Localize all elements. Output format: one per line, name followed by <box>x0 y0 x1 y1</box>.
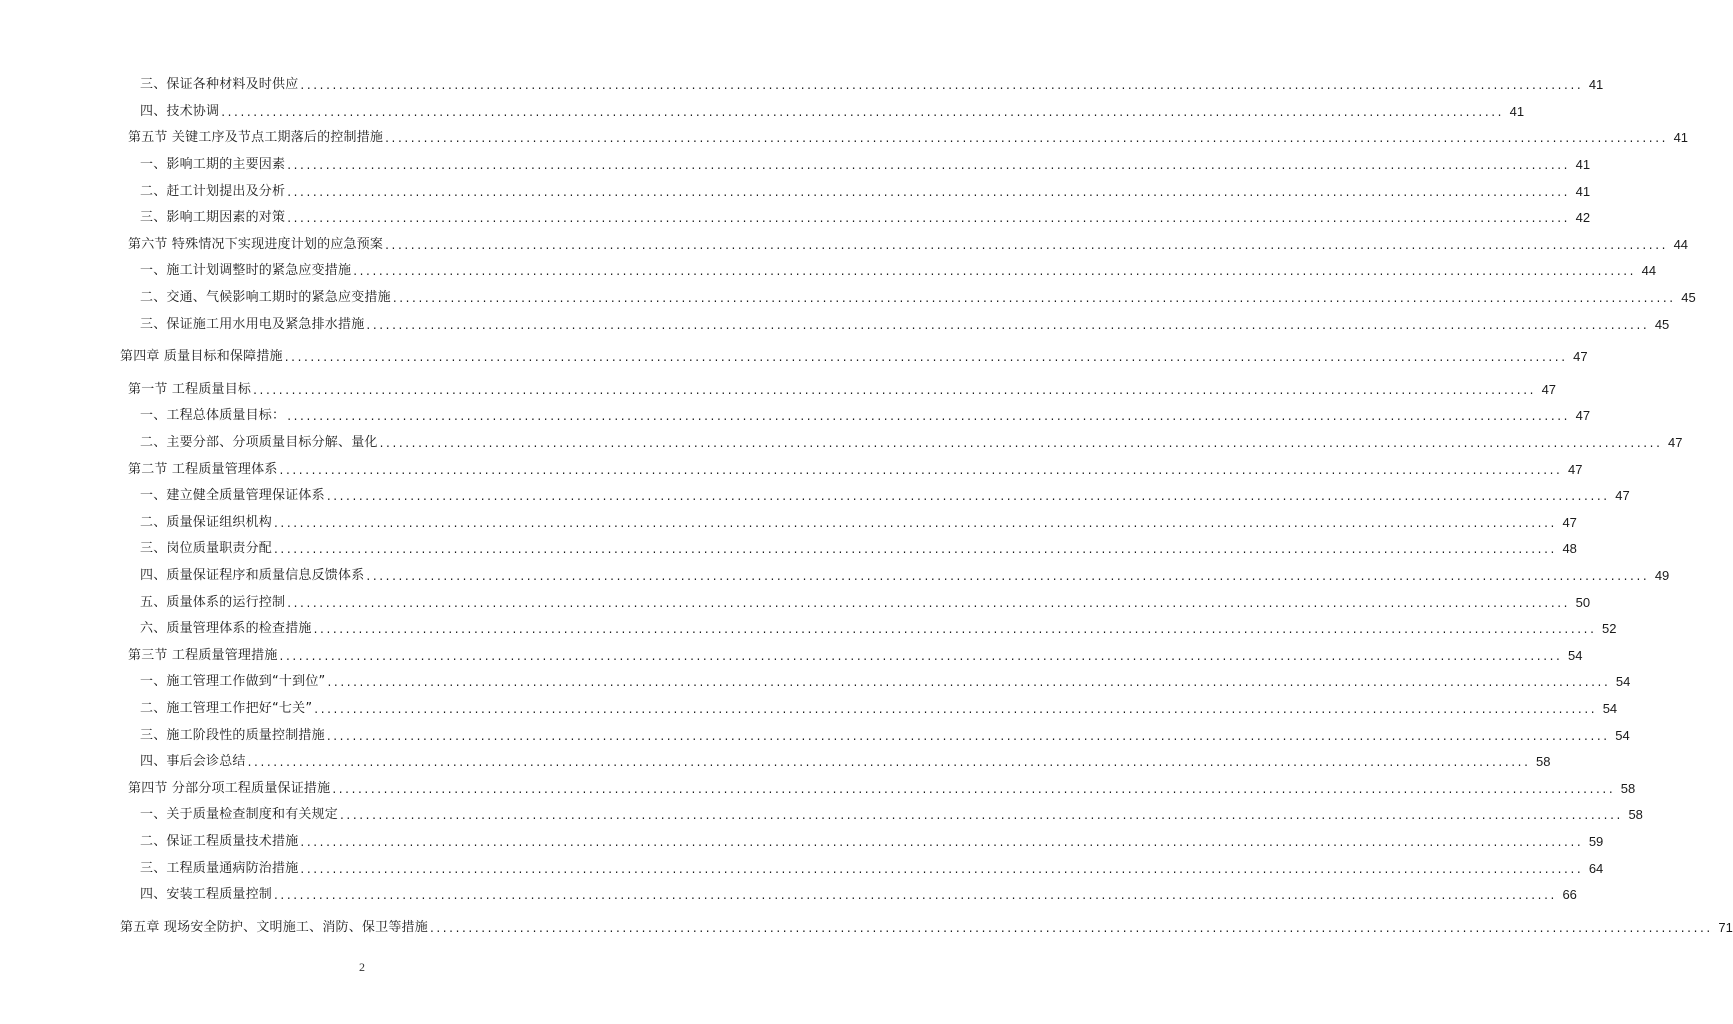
toc-entry-title: 三、岗位质量职责分配 <box>140 541 273 557</box>
dot-leader: ........................................................................................................................................................................................................ <box>313 622 1597 637</box>
toc-entry-item[interactable] <box>0 205 1591 232</box>
dot-leader: ........................................................................................................................................................................................................ <box>300 861 1584 876</box>
dot-leader: ........................................................................................................................................................................................................ <box>353 264 1637 279</box>
toc-entry-title: 一、影响工期的主要因素 <box>140 157 286 173</box>
toc-entry-title: 六、质量管理体系的检查措施 <box>140 621 312 637</box>
toc-entry-title: 四、安装工程质量控制 <box>140 887 273 903</box>
toc-entry-item[interactable] <box>0 311 1670 338</box>
toc-entry-item[interactable] <box>0 882 1577 909</box>
toc-entry-page: 41 <box>1575 157 1591 173</box>
toc-entry-title: 第五章 现场安全防护、文明施工、消防、保卫等措施 <box>120 919 428 935</box>
toc-entry-title: 五、质量体系的运行控制 <box>140 594 286 610</box>
dot-leader: ........................................................................................................................................................................................................ <box>429 920 1713 935</box>
dot-leader: ........................................................................................................................................................................................................ <box>253 382 1537 397</box>
toc-entry-title: 一、工程总体质量目标： <box>140 408 286 424</box>
toc-entry-item[interactable] <box>0 258 1657 285</box>
dot-leader: ........................................................................................................................................................................................................ <box>247 755 1531 770</box>
toc-entry-page: 44 <box>1641 263 1657 279</box>
toc-entry-page: 66 <box>1562 887 1577 903</box>
toc-entry-title: 第五节 关键工序及节点工期落后的控制措施 <box>128 130 384 146</box>
toc-entry-page: 58 <box>1620 780 1636 796</box>
toc-entry-item[interactable] <box>0 285 1696 312</box>
toc-entry-item[interactable] <box>0 802 1643 829</box>
toc-entry-page: 71 <box>1718 919 1733 935</box>
toc-entry-page: 58 <box>1536 754 1551 770</box>
dot-leader: ........................................................................................................................................................................................................ <box>326 489 1610 504</box>
dot-leader: ........................................................................................................................................................................................................ <box>284 350 1568 365</box>
toc-entry-item[interactable] <box>0 829 1604 856</box>
toc-entry-page: 52 <box>1602 621 1617 637</box>
toc-entry-page: 47 <box>1668 435 1683 451</box>
toc-entry-title: 一、施工计划调整时的紧急应变措施 <box>140 263 352 279</box>
toc-entry-title: 二、交通、气候影响工期时的紧急应变措施 <box>140 290 391 306</box>
toc-entry-item[interactable] <box>0 855 1604 882</box>
dot-leader: ........................................................................................................................................................................................................ <box>274 515 1557 530</box>
toc-entry-title: 第六节 特殊情况下实现进度计划的应急预案 <box>128 236 384 252</box>
toc-entry-title: 二、保证工程质量技术措施 <box>140 833 299 849</box>
toc-entry-page: 45 <box>1654 316 1670 332</box>
toc-entry-title: 第二节 工程质量管理体系 <box>128 461 278 477</box>
dot-leader: ........................................................................................................................................................................................................ <box>274 888 1557 903</box>
toc-entry-page: 42 <box>1575 210 1591 226</box>
toc-entry-item[interactable] <box>0 536 1577 563</box>
toc-entry-page: 47 <box>1615 488 1630 504</box>
toc-entry-title: 三、保证各种材料及时供应 <box>140 77 299 93</box>
toc-entry-chapter[interactable] <box>0 914 1733 941</box>
dot-leader: ........................................................................................................................................................................................................ <box>327 675 1611 690</box>
toc-entry-title: 二、赶工计划提出及分析 <box>140 183 286 199</box>
toc-entry-title: 二、主要分部、分项质量目标分解、量化 <box>140 435 378 451</box>
dot-leader: ........................................................................................................................................................................................................ <box>340 808 1623 823</box>
toc-entry-page: 50 <box>1575 594 1591 610</box>
dot-leader: ........................................................................................................................................................................................................ <box>392 291 1676 306</box>
toc-entry-page: 59 <box>1588 833 1604 849</box>
toc-entry-item[interactable] <box>0 749 1551 776</box>
toc-entry-item[interactable] <box>0 696 1618 723</box>
toc-entry-item[interactable] <box>0 589 1591 616</box>
toc-entry-title: 四、质量保证程序和质量信息反馈体系 <box>140 567 365 583</box>
toc-entry-title: 四、技术协调 <box>140 103 220 119</box>
toc-entry-page: 47 <box>1573 349 1588 365</box>
toc-entry-page: 48 <box>1562 541 1577 557</box>
toc-entry-section[interactable] <box>0 456 1583 483</box>
toc-entry-item[interactable] <box>0 152 1591 179</box>
toc-entry-item[interactable] <box>0 483 1630 510</box>
dot-leader: ........................................................................................................................................................................................................ <box>379 436 1663 451</box>
toc-entry-item[interactable] <box>0 722 1630 749</box>
toc-entry-page: 49 <box>1654 567 1670 583</box>
toc-entry-item[interactable] <box>0 72 1604 99</box>
toc-entry-item[interactable] <box>0 510 1577 537</box>
dot-leader: ........................................................................................................................................................................................................ <box>274 542 1557 557</box>
toc-entry-page: 64 <box>1588 860 1604 876</box>
toc-entry-title: 二、施工管理工作把好“七关” <box>140 700 313 716</box>
toc-entry-section[interactable] <box>0 377 1557 404</box>
toc-entry-item[interactable] <box>0 616 1617 643</box>
toc-entry-title: 三、保证施工用水用电及紧急排水措施 <box>140 316 365 332</box>
toc-entry-page: 54 <box>1615 674 1631 690</box>
dot-leader: ........................................................................................................................................................................................................ <box>287 409 1571 424</box>
toc-entry-title: 第一节 工程质量目标 <box>128 381 252 397</box>
dot-leader: ........................................................................................................................................................................................................ <box>221 104 1505 119</box>
toc-entry-page: 41 <box>1509 103 1525 119</box>
toc-entry-title: 三、施工阶段性的质量控制措施 <box>140 727 325 743</box>
dot-leader: ........................................................................................................................................................................................................ <box>366 317 1650 332</box>
page-number: 2 <box>359 960 365 974</box>
toc-entry-page: 47 <box>1562 514 1577 530</box>
toc-entry-page: 41 <box>1673 130 1689 146</box>
toc-entry-item[interactable] <box>0 178 1591 205</box>
toc-entry-page: 44 <box>1673 236 1689 252</box>
toc-entry-item[interactable] <box>0 563 1670 590</box>
toc-entry-page: 54 <box>1615 727 1630 743</box>
dot-leader: ........................................................................................................................................................................................................ <box>332 781 1616 796</box>
toc-entry-title: 四、事后会诊总结 <box>140 754 246 770</box>
toc-entry-title: 第四章 质量目标和保障措施 <box>120 349 283 365</box>
dot-leader: ........................................................................................................................................................................................................ <box>287 158 1571 173</box>
toc-entry-page: 58 <box>1628 807 1643 823</box>
toc-entry-title: 三、影响工期因素的对策 <box>140 210 286 226</box>
toc-entry-page: 47 <box>1567 461 1583 477</box>
dot-leader: ........................................................................................................................................................................................................ <box>300 78 1584 93</box>
toc-entry-page: 41 <box>1575 183 1591 199</box>
toc-entry-section[interactable] <box>0 642 1583 669</box>
dot-leader: ........................................................................................................................................................................................................ <box>279 648 1563 663</box>
dot-leader: ........................................................................................................................................................................................................ <box>300 834 1584 849</box>
toc-entry-page: 47 <box>1541 381 1557 397</box>
toc-entry-page: 54 <box>1567 647 1583 663</box>
dot-leader: ........................................................................................................................................................................................................ <box>287 595 1571 610</box>
table-of-contents <box>0 72 1733 947</box>
dot-leader: ........................................................................................................................................................................................................ <box>314 701 1598 716</box>
toc-entry-title: 二、质量保证组织机构 <box>140 514 273 530</box>
dot-leader: ........................................................................................................................................................................................................ <box>385 237 1669 252</box>
dot-leader: ........................................................................................................................................................................................................ <box>287 184 1571 199</box>
toc-entry-item[interactable] <box>0 669 1631 696</box>
dot-leader: ........................................................................................................................................................................................................ <box>326 728 1610 743</box>
dot-leader: ........................................................................................................................................................................................................ <box>279 462 1563 477</box>
toc-entry-title: 第四节 分部分项工程质量保证措施 <box>128 780 331 796</box>
toc-entry-section[interactable] <box>0 125 1689 152</box>
toc-entry-section[interactable] <box>0 232 1689 259</box>
toc-entry-title: 一、施工管理工作做到“十到位” <box>140 674 326 690</box>
toc-entry-page: 41 <box>1588 77 1604 93</box>
toc-entry-item[interactable] <box>0 403 1591 430</box>
toc-entry-title: 三、工程质量通病防治措施 <box>140 860 299 876</box>
toc-entry-title: 一、建立健全质量管理保证体系 <box>140 488 325 504</box>
toc-entry-chapter[interactable] <box>0 344 1588 371</box>
toc-entry-page: 45 <box>1681 290 1696 306</box>
toc-entry-page: 47 <box>1575 408 1591 424</box>
dot-leader: ........................................................................................................................................................................................................ <box>385 131 1669 146</box>
toc-entry-page: 54 <box>1602 700 1618 716</box>
toc-entry-title: 一、关于质量检查制度和有关规定 <box>140 807 339 823</box>
toc-entry-title: 第三节 工程质量管理措施 <box>128 647 278 663</box>
dot-leader: ........................................................................................................................................................................................................ <box>287 211 1571 226</box>
toc-entry-item[interactable] <box>0 99 1525 126</box>
dot-leader: ........................................................................................................................................................................................................ <box>366 568 1650 583</box>
toc-entry-item[interactable] <box>0 430 1683 457</box>
toc-entry-section[interactable] <box>0 775 1636 802</box>
